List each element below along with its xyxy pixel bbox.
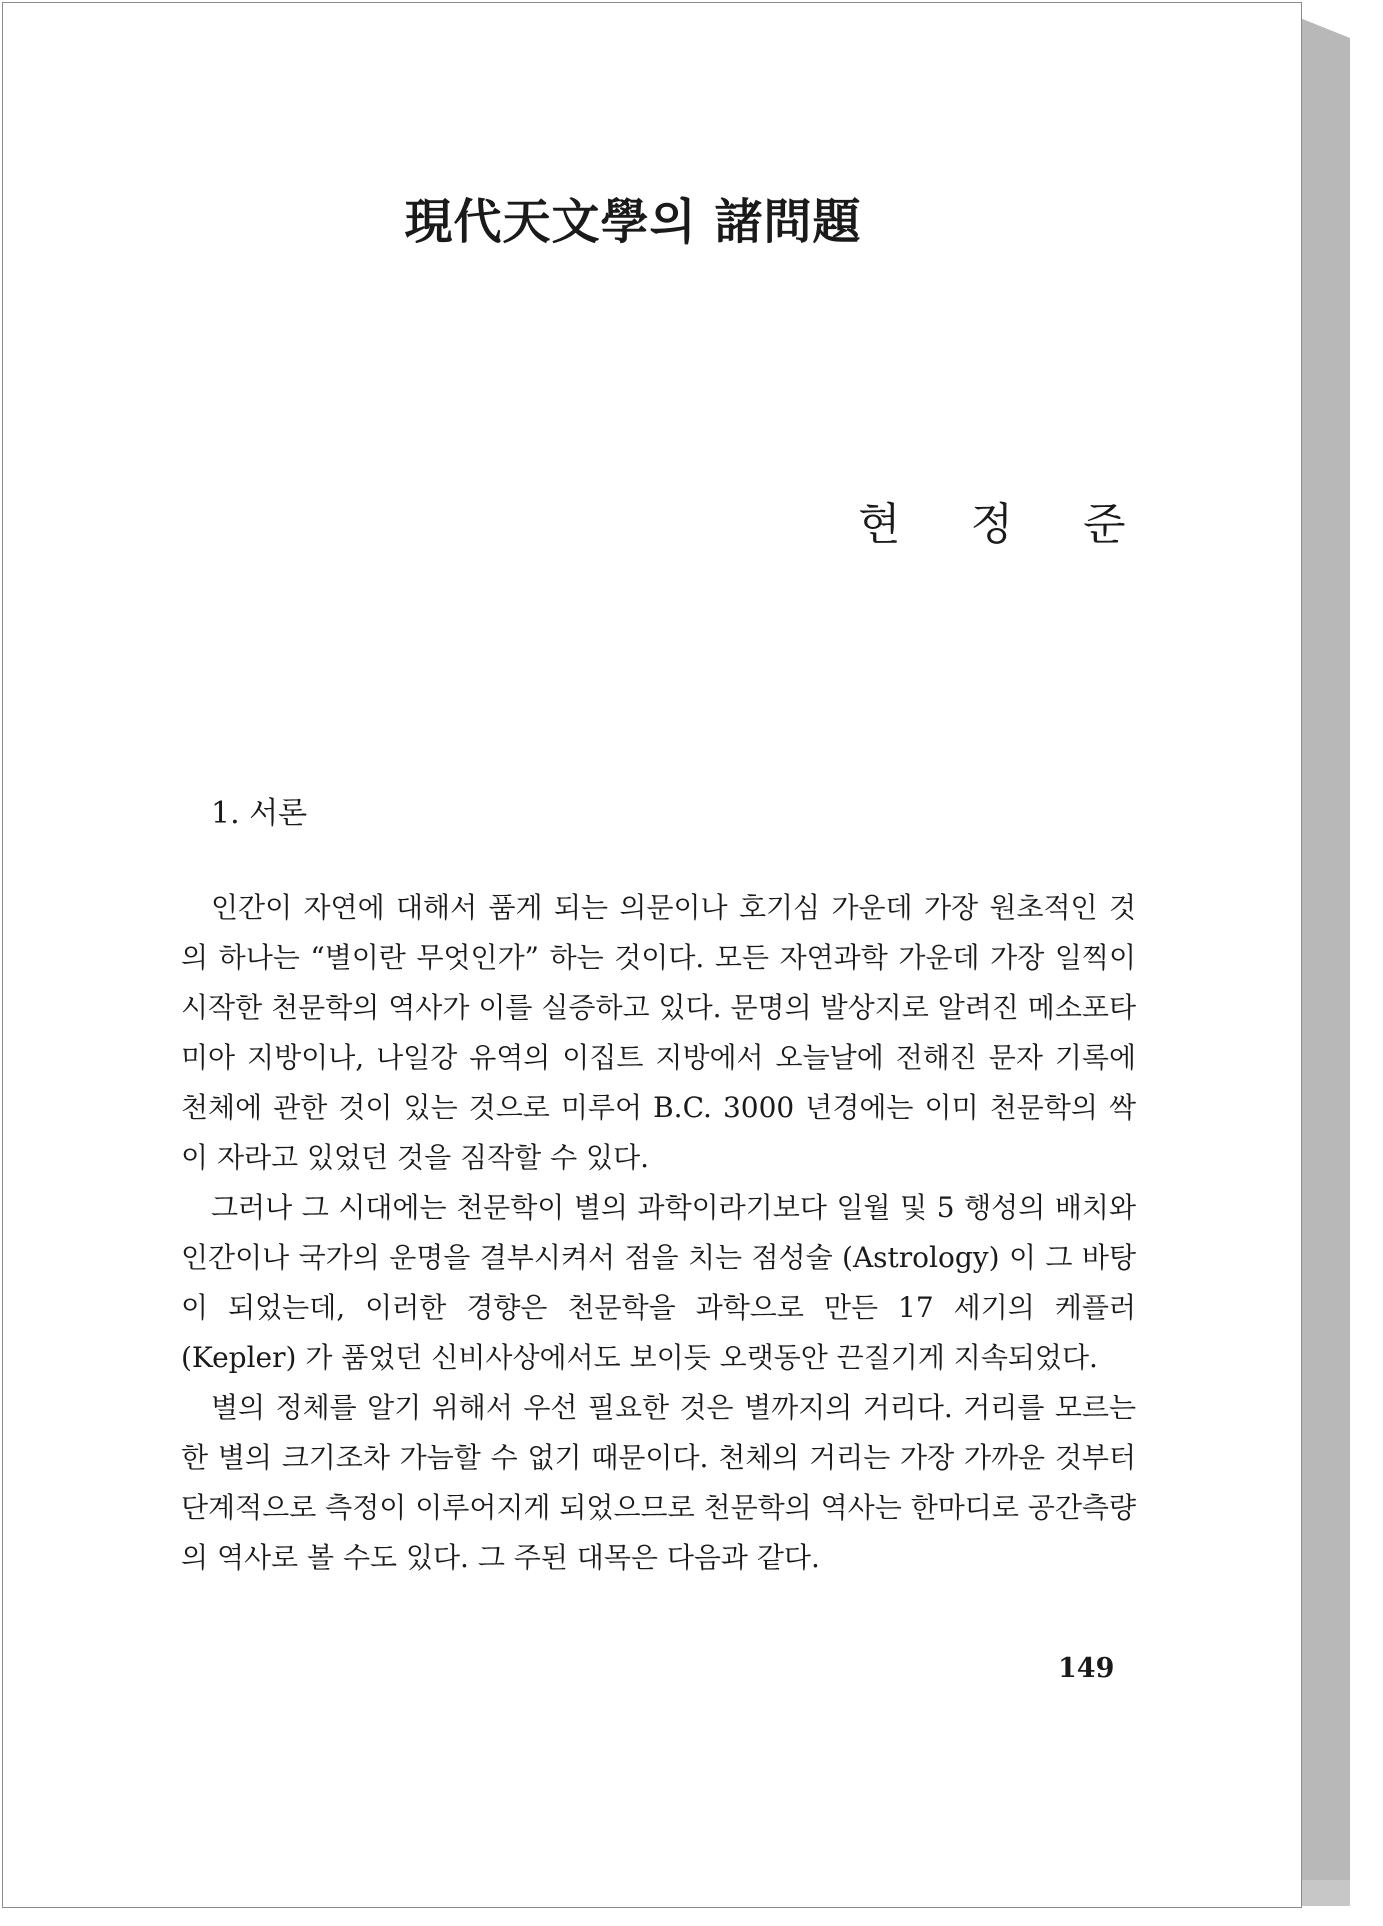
page-edge-right (1300, 18, 1350, 1906)
section-heading: 1. 서론 (211, 796, 308, 831)
paragraph: 인간이 자연에 대해서 품게 되는 의문이나 호기심 가운데 가장 원초적인 것의 하나는 “별이란 무엇인가” 하는 것이다. 모든 자연과학 가운데 가장 일찍이 시작한 천문학의 역사가 이를 실증하고 있다. 문명의 발상지로 알려진 메소포타미아 지방이나, 나일강 유역의 이집트 지방에서 오늘날에 전해진 문자 기록에 천체에 관한 것이 있는 것으로 미루어 B.C. 3000 년경에는 이미 천문학의 싹이 자라고 있었던 것을 짐작할 수 있다. (181, 891, 1136, 1174)
paragraph: 그러나 그 시대에는 천문학이 별의 과학이라기보다 일월 및 5 행성의 배치와 인간이나 국가의 운명을 결부시켜서 점을 치는 점성술 (Astrology) 이 그 바탕이 되었는데, 이러한 경향은 천문학을 과학으로 만든 17 세기의 케플러 (Kepler) 가 품었던 신비사상에서도 보이듯 오랫동안 끈질기게 지속되었다. (181, 1191, 1136, 1374)
paragraph: 별의 정체를 알기 위해서 우선 필요한 것은 별까지의 거리다. 거리를 모르는 한 별의 크기조차 가늠할 수 없기 때문이다. 천체의 거리는 가장 가까운 것부터 단계적으로 측정이 이루어지게 되었으므로 천문학의 역사는 한마디로 공간측량의 역사로 볼 수도 있다. 그 주된 대목은 다음과 같다. (181, 1391, 1136, 1574)
author-name: 현 정 준 (858, 499, 1154, 550)
page-title: 現代天文學의 諸問題 (404, 194, 862, 250)
page-number: 149 (1058, 1653, 1115, 1684)
document-page (2, 2, 1302, 1908)
body-text (181, 883, 1136, 1583)
